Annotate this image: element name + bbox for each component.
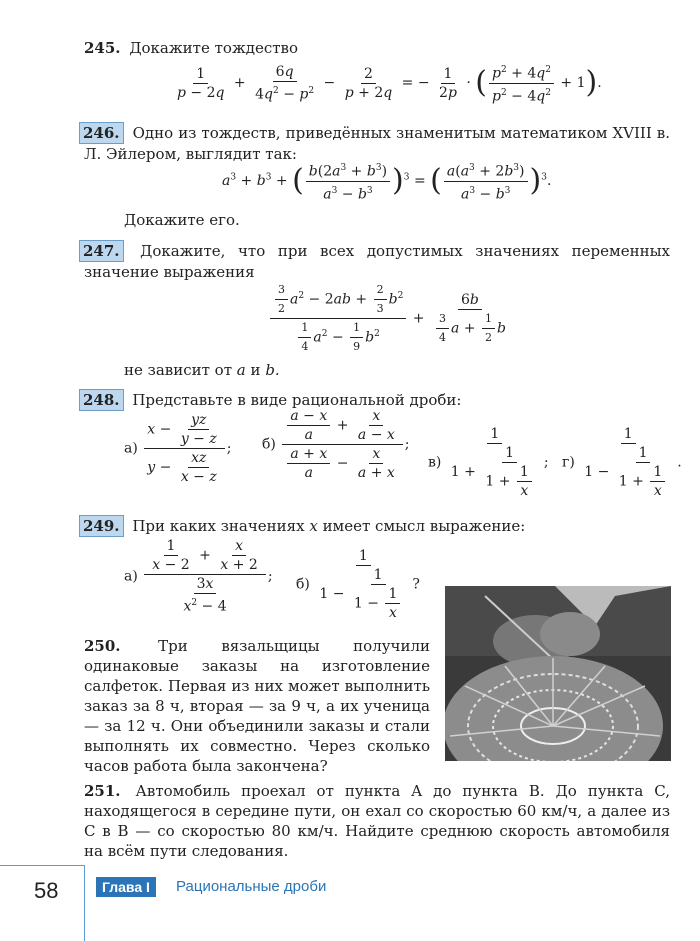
label-a: а) [124,440,138,457]
label-b: б) [296,576,310,593]
problem-249 [84,515,670,537]
var-a: a [236,361,246,379]
problem-text: Докажите тождество [129,39,299,57]
problem-text: Три вязальщицы получили одинаковые заказы на изготовление салфеток. Первая из них может выполнить заказ за 8 ч, вторая — за 9 ч, а их ученица — за 12 ч. Они объединили заказы и стали выполнять их совместно. Через сколько часов работа была закончена? [84,637,430,775]
formula-249b: б) 1 1 − 1 1 − $\frac{1}{x}$ ? [296,548,420,621]
problem-number: 249. [79,515,124,537]
var-b: b. [265,361,280,379]
problem-number: 245. [84,39,121,57]
problem-number: 247. [79,240,124,262]
text: и [250,361,261,379]
formula-248c: в) 1 1 + 1 1 + $\frac{1}{x}$ ; [428,426,549,499]
label-b: б) [262,436,276,453]
text: При каких значениях [132,517,305,535]
formula-247: $\frac{3}{2}$ $a^2 - 2ab$ + $\frac{2}{3}$ $b^2$ $\frac{1}{4}$ $a^2$ − $\frac{1}{9}$ $b^2$ + 6b $\frac{3}{4}$ a + $\frac{1}{2}$ b [268,282,511,355]
problem-text: Одно из тождеств, приведённых знаменитым математиком XVIII в. Л. Эйлером, выглядит так: [84,124,670,163]
chapter-badge: Глава I [96,877,156,897]
page-number: 58 [34,878,59,903]
problem-number: 251. [84,782,121,800]
label-d: г) [562,454,575,471]
formula-248b: б) $\frac{a - x}{a}$ + $\frac{x}{a - x}$ $\frac{a + x}{a}$ − $\frac{x}{a + x}$ ; [262,408,410,481]
problem-text: Представьте в виде рациональной дроби: [132,391,462,409]
problem-247-after [124,360,670,380]
var-x: x [309,517,318,535]
text: имеет смысл выражение: [322,517,526,535]
formula-248a: а) x − $\frac{yz}{y - z}$ y − $\frac{xz}{x - z}$ ; [124,412,232,485]
label-c: в) [428,454,442,471]
footer-divider [0,865,84,866]
knitting-photo [445,586,671,761]
problem-245 [84,38,670,58]
chapter-title: Рациональные дроби [176,878,327,895]
formula-246: $a^3 + b^3$ + ( $\frac{b(2a^3 + b^3)}{a^3 - b^3}$ )$^3$ = ( $\frac{a(a^3 + 2b^3)}{a^3 - b^3}$ )$^3$. [222,160,551,202]
problem-number: 246. [79,122,124,144]
footer-divider-vertical [84,865,85,941]
problem-number: 248. [79,389,124,411]
problem-246 [84,122,670,164]
text: не зависит от [124,361,233,379]
label-a: а) [124,568,138,585]
problem-247 [84,240,670,282]
problem-text: Докажите, что при всех допустимых значениях переменных значение выражения [84,242,670,281]
problem-246-after: Докажите его. [124,211,240,229]
problem-number: 250. [84,637,121,655]
formula-249a: а) $\frac{1}{x - 2}$ + $\frac{x}{x + 2}$ $\frac{3x}{x^2 - 4}$ ; [124,538,273,615]
problem-251 [84,781,670,861]
formula-245: $\frac{1}{p - 2q}$ + $\frac{6q}{4q^2 - p^2}$ − $\frac{2}{p + 2q}$ = − $\frac{1}{2p}$ · ( $\frac{p^2 + 4q^2}{p^2 - 4q^2}$ + 1). [177,63,602,105]
problem-text: Автомобиль проехал от пункта A до пункта B. До пункта C, находящегося в середине пути, он ехал со скоростью 60 км/ч, а далее из C в B — со скоростью 80 км/ч. Найдите среднюю скорость автомобиля на всём пути следования. [84,782,670,860]
formula-248d: г) 1 1 − 1 1 + $\frac{1}{x}$ . [562,426,682,499]
problem-250 [84,636,430,776]
